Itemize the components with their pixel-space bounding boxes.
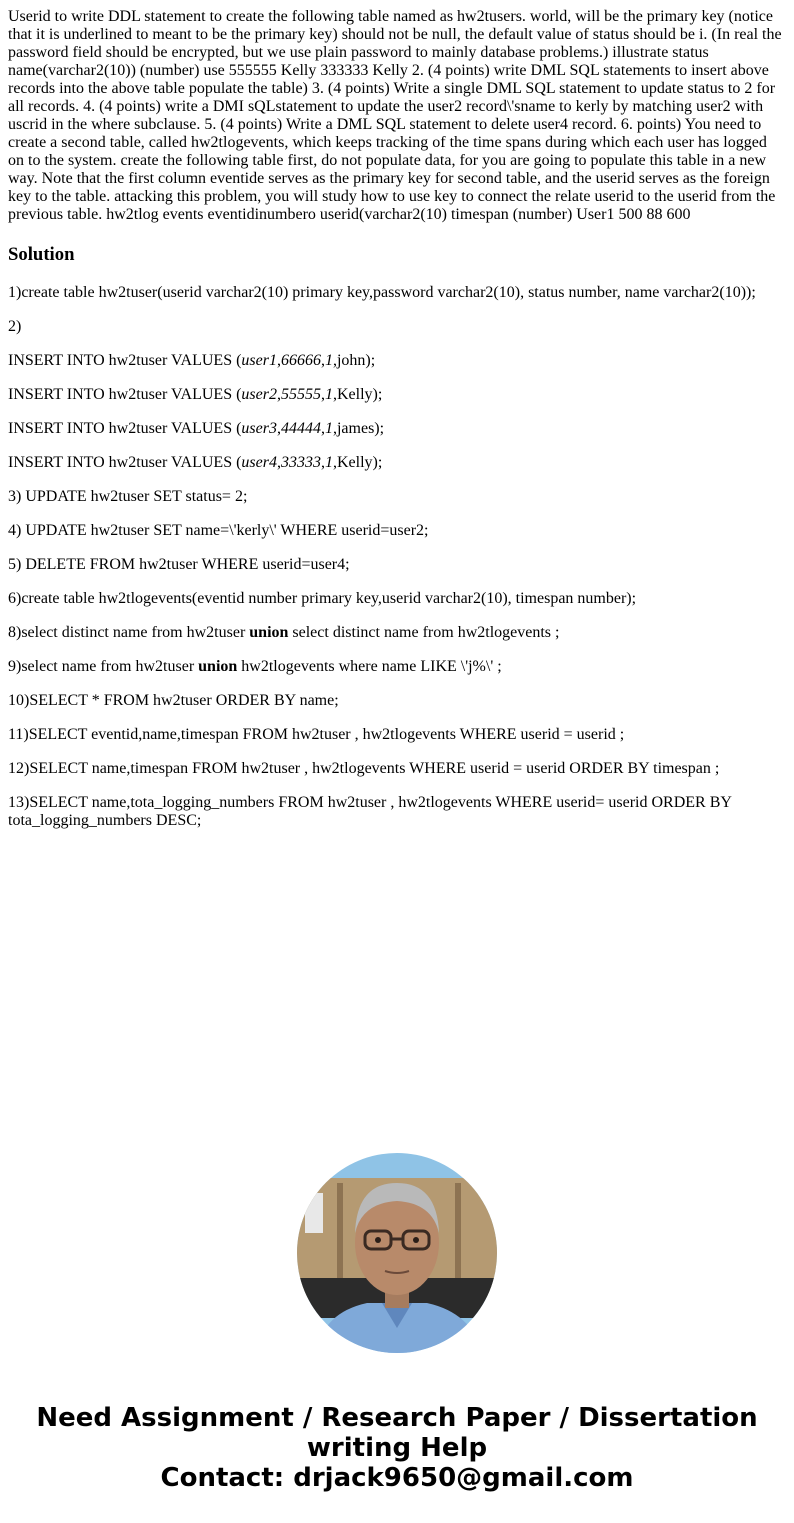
insert-status: 1: [324, 454, 333, 471]
solution-heading: Solution: [8, 244, 75, 265]
insert-suffix: ,Kelly);: [332, 454, 383, 471]
union-keyword: union: [249, 624, 289, 641]
union-keyword: union: [198, 658, 238, 675]
insert-status: 1: [324, 386, 333, 403]
insert-user: user3: [241, 420, 277, 437]
insert-status: 1: [324, 352, 333, 369]
insert-suffix: ,james);: [332, 420, 385, 437]
promo-contact: Contact: drjack9650@gmail.com: [160, 1463, 634, 1493]
question-text: Userid to write DDL statement to create the following table named as hw2tusers. world, will be the primary key (notice that it is underlined to meant to be the primary key) should not be null, the default value of status should be i. (In real the password field should be encrypted, but we use plain password to mainly database problems.) illustrate status name(varchar2(10)) (number) use 555555 Kelly 333333 Kelly 2. (4 points) write DML SQL statements to insert above records into the above table populate the table) 3. (4 points) Write a single DML SQL statement to update status to 2 for all records. 4. (4 points) write a DMI sQLstatement to update the user2 record\'sname to kerly by matching user2 with uscrid in the where subclause. 5. (4 points) Write a DML SQL statement to delete user4 record. 6. points) You need to create a second table, called hw2tlogevents, which keeps tracking of the time spans during which each user has logged on to the system. create the following table first, do not populate data, for you are going to populate this table in a new way. Note that the first column eventide serves as the primary key for second table, and the userid serves as the foreign key to the table. attacking this problem, you will study how to use key to connect the relate userid to the userid from the previous table. hw2tlog events eventidinumbero userid(varchar2(10) timespan (number) User1 500 88 600: [8, 8, 782, 223]
solution-step-12: 12)SELECT name,timespan FROM hw2tuser , hw2tlogevents WHERE userid = userid ORDER BY timespan ;: [8, 760, 720, 777]
separator: ,: [320, 454, 325, 471]
insert-statement-2: [8, 386, 786, 404]
insert-suffix: ,Kelly);: [332, 386, 383, 403]
separator: ,: [320, 420, 325, 437]
query-part: hw2tlogevents where name LIKE \'j%\' ;: [237, 658, 502, 675]
insert-statement-3: [8, 420, 786, 438]
insert-password: 33333: [280, 454, 321, 471]
insert-password: 55555: [280, 386, 321, 403]
solution-step-10: 10)SELECT * FROM hw2tuser ORDER BY name;: [8, 692, 339, 709]
insert-prefix: INSERT INTO hw2tuser VALUES (: [8, 454, 242, 471]
insert-user: user4: [241, 454, 277, 471]
solution-step-8: [8, 624, 786, 642]
solution-step-11: 11)SELECT eventid,name,timespan FROM hw2tuser , hw2tlogevents WHERE userid = userid ;: [8, 726, 625, 743]
promo-banner: [0, 1403, 794, 1493]
solution-step-5: 5) DELETE FROM hw2tuser WHERE userid=user4;: [8, 556, 350, 573]
insert-prefix: INSERT INTO hw2tuser VALUES (: [8, 386, 242, 403]
solution-step-13: 13)SELECT name,tota_logging_numbers FROM hw2tuser , hw2tlogevents WHERE userid= userid ORDER BY tota_logging_numbers DESC;: [8, 794, 732, 829]
separator: ,: [276, 420, 281, 437]
insert-status: 1: [324, 420, 333, 437]
solution-step-3: 3) UPDATE hw2tuser SET status= 2;: [8, 488, 248, 505]
query-part: select distinct name from hw2tlogevents ;: [288, 624, 560, 641]
insert-statement-4: [8, 454, 786, 472]
promo-line-1: Need Assignment / Research Paper / Dissertation: [36, 1403, 758, 1433]
separator: ,: [276, 454, 281, 471]
insert-prefix: INSERT INTO hw2tuser VALUES (: [8, 352, 242, 369]
separator: ,: [320, 386, 325, 403]
insert-prefix: INSERT INTO hw2tuser VALUES (: [8, 420, 242, 437]
solution-step-9: [8, 658, 786, 676]
author-avatar: [297, 1153, 497, 1353]
solution-step-2-label: 2): [8, 318, 22, 335]
insert-user: user2: [241, 386, 277, 403]
insert-password: 44444: [280, 420, 321, 437]
document-content: [8, 8, 786, 846]
person-photo-icon: [297, 1153, 497, 1353]
insert-statement-1: [8, 352, 786, 370]
solution-step-4: 4) UPDATE hw2tuser SET name=\'kerly\' WHERE userid=user2;: [8, 522, 429, 539]
separator: ,: [276, 352, 281, 369]
query-part: 8)select distinct name from hw2tuser: [8, 624, 250, 641]
insert-user: user1: [241, 352, 277, 369]
solution-step-1: 1)create table hw2tuser(userid varchar2(10) primary key,password varchar2(10), status number, name varchar2(10));: [8, 284, 756, 301]
query-part: 9)select name from hw2tuser: [8, 658, 199, 675]
solution-step-6: 6)create table hw2tlogevents(eventid number primary key,userid varchar2(10), timespan number);: [8, 590, 637, 607]
separator: ,: [320, 352, 325, 369]
insert-suffix: ,john);: [332, 352, 376, 369]
separator: ,: [276, 386, 281, 403]
promo-line-2: writing Help: [306, 1433, 488, 1463]
insert-password: 66666: [280, 352, 321, 369]
